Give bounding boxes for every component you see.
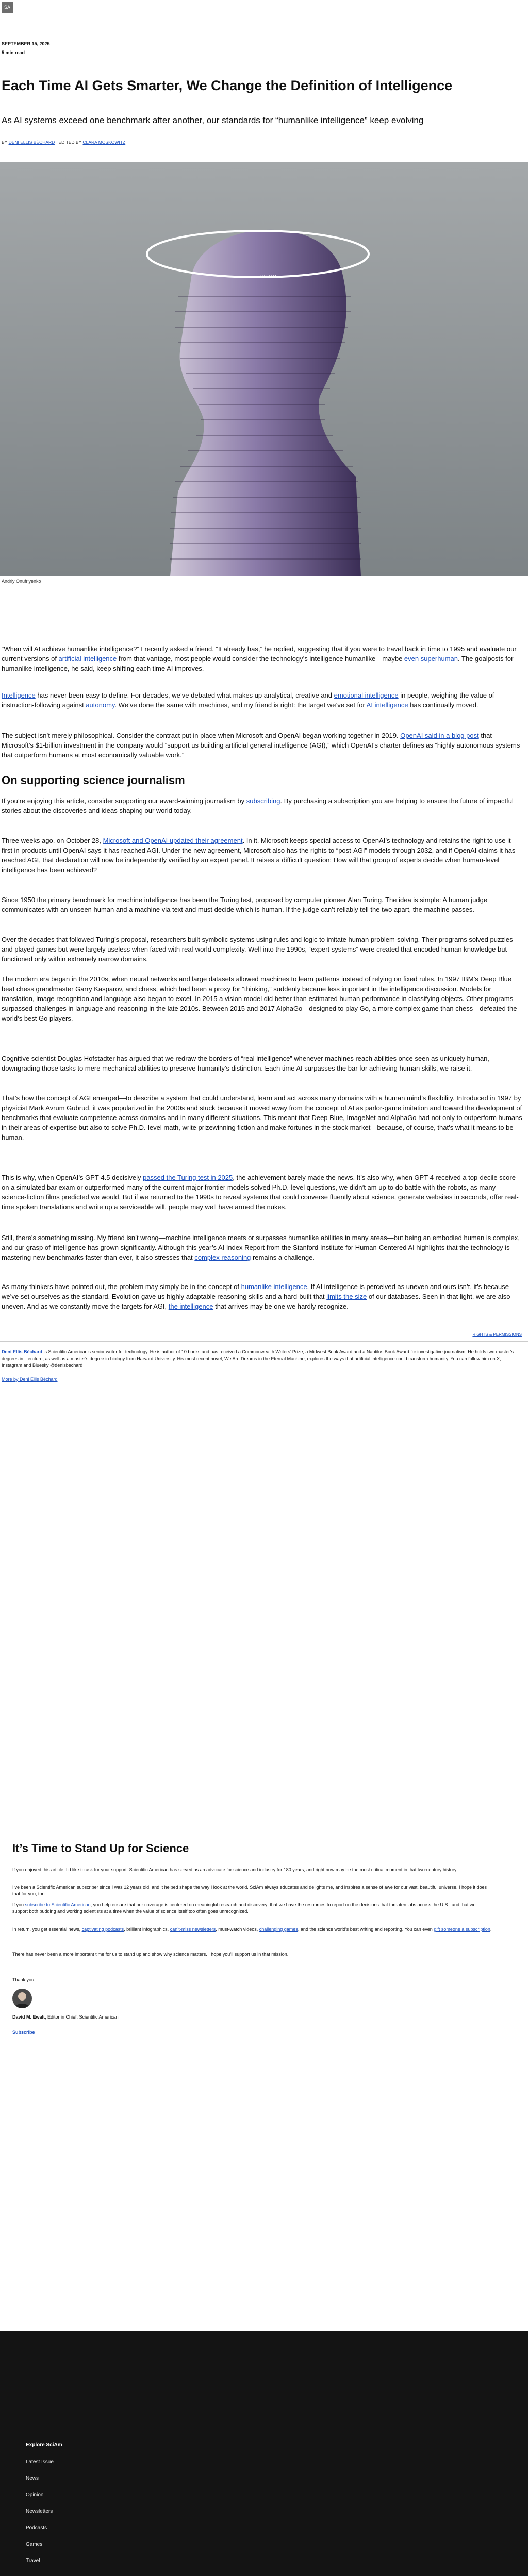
link-artificial-intelligence[interactable]: artificial intelligence — [58, 655, 117, 663]
signer-name: David M. Ewalt, — [12, 2014, 46, 2020]
signer-role: Editor in Chief, Scientific American — [46, 2014, 119, 2020]
support-p2: I’ve been a Scientific American subscriber since I was 12 years old, and it helped shape the way I look at the world. SciAm always educates and delights me, and inspires a sense of awe for our vast, beautiful universe. I hope it does that for you, too. — [12, 1885, 487, 1896]
support-paragraph — [2, 796, 522, 816]
support-subscribe — [12, 2029, 492, 2036]
link-emotional-intelligence[interactable]: emotional intelligence — [334, 691, 399, 699]
paragraph-2 — [2, 690, 522, 710]
link-the-intelligence[interactable]: the intelligence — [168, 1302, 213, 1310]
link-autonomy[interactable]: autonomy — [86, 701, 115, 709]
paragraph-7: Over the decades that followed Turing’s proposal, researchers built symbolic systems using rules and logic to imitate human problem-solving. Their programs solved puzzles and played games but were largely useless when faced with real-world complexity. Well into the 1990s, “expert systems” were created that encoded human knowledge but functioned only within extremely narrow domains. — [2, 936, 513, 963]
p5-a: Three weeks ago, on October 28, — [2, 837, 103, 844]
paragraph-9: Cognitive scientist Douglas Hofstadter has argued that we redraw the borders of “real intelligence” whenever machines reach abilities once seen as uniquely human, downgrading those tasks to mere mechanical abilities to preserve humanity’s distinction. Each time AI surpasses the bar for achieving human skills, we raise it. — [2, 1055, 489, 1072]
p1-b: from that vantage, most people would consider the technology’s intelligence humanlike—maybe — [117, 655, 404, 663]
site-footer — [0, 2331, 528, 2576]
link-intelligence[interactable]: Intelligence — [2, 691, 36, 699]
editor-link[interactable]: CLARA MOSKOWITZ — [82, 140, 126, 145]
link-newsletters[interactable]: can’t-miss newsletters — [170, 1927, 216, 1932]
p13-d: that arrives may be one we hardly recognize. — [213, 1302, 349, 1310]
link-gift-subscription[interactable]: gift someone a subscription — [434, 1927, 490, 1932]
support-p4 — [12, 1926, 492, 1933]
byline — [2, 140, 125, 145]
link-humanlike-intelligence[interactable]: humanlike intelligence — [241, 1283, 307, 1291]
p4-b: . By purchasing a subscription you are helping to ensure the future of impactful stories about the discoveries and ideas shaping our world today. — [2, 797, 514, 815]
p13-c: of our databases. Seen in that light, we are also uneven. And as we constantly move the targets for AGI, — [2, 1293, 510, 1310]
link-podcasts[interactable]: captivating podcasts — [81, 1927, 124, 1932]
p3-a: The subject isn’t merely philosophical. Consider the contract put in place when Microsoft and OpenAI began working together in 2019. — [2, 732, 401, 739]
support-heading: On supporting science journalism — [2, 774, 185, 787]
author-bio-text: is Scientific American’s senior writer for technology. He is author of 10 books and has received a Commonwealth Writers’ Prize, a Midwest Book Award and a Nautilus Book Award for investigative journalism. He holds two master’s degrees in literature, as well as a master’s degree in biology from Harvard University. His most recent novel, We Are Dreams in the Eternal Machine, explores the ways that artificial intelligence could transform humanity. You can follow him on X, Instagram and Bluesky @denisbechard — [2, 1349, 514, 1368]
p3-b: that Microsoft’s $1-billion investment in the company would “support us building artificial general intelligence (AGI),” which OpenAI’s charter defines as “highly autonomous systems that outperform humans at most economically valuable work.” — [2, 732, 520, 759]
link-superhuman[interactable]: even superhuman — [404, 655, 458, 663]
ring-text: BRAIN — [260, 274, 276, 280]
p5-b: . In it, Microsoft keeps special access to OpenAI’s technology and retains the right to use it first in products until OpenAI says it has reached AGI. Under the new agreement, Microsoft also has the rights to “post-AGI” models through 2032, and if OpenAI claims it has reached AGI, that declaration will now be independently verified by an expert panel. It raises a difficult question: How will that group of experts decide when human-level intelligence has been achieved? — [2, 837, 516, 874]
p2-d: has continually moved. — [408, 701, 478, 709]
footer-group-explore: Explore SciAm — [26, 2442, 62, 2448]
subscribe-link[interactable]: Subscribe — [12, 2030, 35, 2035]
paragraph-8: The modern era began in the 2010s, when neural networks and large datasets allowed machines to learn patterns instead of relying on fixed rules. In 1997 IBM’s Deep Blue beat chess grandmaster Garry Kasparov, and chess, which had been a proxy for “thinking,” suddenly became less important in the intelligence discussion. Models for translation, image recognition and language also began to excel. In 2015 a vision model did better than estimated human performance in classifying objects. Other programs surpassed challenges in language and reasoning in the late 2010s. Between 2015 and 2017 AlphaGo—designed to play Go, a more complex game than chess—defeated the world’s best Go players. — [2, 975, 517, 1022]
footer-link-travel[interactable]: Travel — [26, 2558, 40, 2564]
paragraph-1 — [2, 644, 522, 673]
support-thanks: Thank you, — [12, 1977, 36, 1982]
p12-a: Still, there’s something missing. My friend isn’t wrong—machine intelligence meets or surpasses humanlike abilities in many areas—but being an embodied human is complex, and our grasp of intelligence has grown significantly. Although this year’s AI Index Report from the Stanford Institute for Human-Centered AI highlights that the technology is mastering new benchmarks faster than ever, it also stresses that — [2, 1234, 520, 1261]
p1-c: . The goalposts for humanlike intelligence, he said, keep shifting each time AI improves. — [2, 655, 514, 672]
p11-b: , the achievement barely made the news. It’s also why, when GPT-4 received a top-decile score on a simulated bar exam or outperformed many of the current major frontier models solved Ph.D.-level questions, we didn’t am up to do battle with the robots, as many science-fiction films predicted we would. But if we returned to the 1990s to reveal systems that could converse fluently about science, generate websites in seconds, offer real-time spoken translations and write up a serviceable will, people may well have armed the nukes. — [2, 1174, 519, 1211]
support-p5: There has never been a more important time for us to stand up and show why science matters. I hope you’ll support us in that mission. — [12, 1952, 289, 1957]
support-p4-b: , brilliant infographics, — [124, 1927, 170, 1932]
footer-link-newsletters[interactable]: Newsletters — [26, 2509, 53, 2514]
author-bio — [2, 1349, 522, 1369]
footer-link-news[interactable]: News — [26, 2476, 39, 2481]
paragraph-6: Since 1950 the primary benchmark for machine intelligence has been the Turing test, proposed by computer pioneer Alan Turing. The idea is simple: A human judge communicates with an unseen human and a machine via text and must decide which is human. If the judge can’t reliably tell the two apart, the machine passes. — [2, 896, 488, 913]
footer-link-games[interactable]: Games — [26, 2541, 43, 2547]
footer-link-latest-issue[interactable]: Latest Issue — [26, 2459, 54, 2465]
link-games[interactable]: challenging games — [259, 1927, 298, 1932]
p1-a: “When will AI achieve humanlike intelligence?” I recently asked a friend. “It already has,” he replied, suggesting that if you were to travel back in time to 1995 and evaluate our current versions of — [2, 645, 517, 663]
support-p3-a: If you — [12, 1902, 25, 1907]
p2-c: . We’ve done the same with machines, and my friend is right: the target we’ve set for — [114, 701, 367, 709]
link-complex-reasoning[interactable]: complex reasoning — [194, 1253, 251, 1261]
headline: Each Time AI Gets Smarter, We Change the Definition of Intelligence — [2, 78, 453, 93]
read-time-text: 5 min read — [2, 50, 25, 55]
support-p4-c: , must-watch videos, — [216, 1927, 259, 1932]
footer-link-podcasts[interactable]: Podcasts — [26, 2525, 47, 2531]
support-p4-e: . — [490, 1927, 492, 1932]
support-p3-b: , you help ensure that our coverage is centered on meaningful research and discovery; that we have the resources to report on the decisions that threaten labs across the U.S.; and that we support both budding and working scientists at a time when the value of science itself too often goes unrecognized. — [12, 1902, 476, 1914]
byline-edited: EDITED BY — [58, 140, 82, 145]
link-openai-blog-post[interactable]: OpenAI said in a blog post — [400, 732, 479, 739]
more-by-author-link[interactable]: More by Deni Ellis Béchard — [2, 1377, 58, 1382]
link-ai-intelligence[interactable]: AI intelligence — [366, 701, 408, 709]
footer-link-opinion[interactable]: Opinion — [26, 2492, 44, 2498]
p13-b: . If AI intelligence is perceived as uneven and ours isn’t, it’s because we’ve set ourselves as the standard. Evolution gave us highly adaptable reasoning skills and a hard-built that — [2, 1283, 509, 1300]
byline-by: BY — [2, 140, 8, 145]
paragraph-13 — [2, 1282, 522, 1311]
read-time — [2, 50, 25, 55]
support-p1: If you enjoyed this article, I’d like to ask for your support. Scientific American has served as an advocate for science and industry for 180 years, and right now may be the most critical moment in that two-century history. — [12, 1867, 458, 1872]
p12-b: remains a challenge. — [251, 1253, 315, 1261]
dek: As AI systems exceed one benchmark after another, our standards for “humanlike intelligence” keep evolving — [2, 115, 424, 125]
site-tag[interactable] — [2, 2, 13, 13]
rights-permissions-link[interactable]: RIGHTS & PERMISSIONS — [472, 1332, 522, 1337]
paragraph-10: That’s how the concept of AGI emerged—to describe a system that could understand, learn and act across many domains with a human mind’s flexibility. Introduced in 1997 by physicist Mark Avrum Gubrud, it was popularized in the 2000s and stuck because it moved away from the concept of AI as parlor-game imitation and toward the development of benchmarks that evaluate competence across domains and in many different situations. This meant that Deep Blue, ImageNet and AlphaGo had not only to outperform humans in their areas of expertise but also to solve Ph.D.-level math, write prizewinning fiction and make fortunes in the stock market—because, of course, that’s what it means to be human. — [2, 1094, 522, 1141]
support-p4-d: , and the science world’s best writing and reporting. You can even — [298, 1927, 434, 1932]
link-subscribe-sciam[interactable]: subscribe to Scientific American — [25, 1902, 91, 1907]
support-p4-a: In return, you get essential news, — [12, 1927, 82, 1932]
paragraph-3 — [2, 731, 522, 760]
support-section — [0, 1832, 528, 2347]
publish-date: SEPTEMBER 15, 2025 — [2, 41, 50, 46]
link-limits-the-size[interactable]: limits the size — [326, 1293, 367, 1300]
editor-avatar — [12, 1989, 32, 2008]
support-title: It’s Time to Stand Up for Science — [12, 1842, 189, 1855]
p2-a: has never been easy to define. For decades, we’ve debated what makes up analytical, creative and — [35, 691, 334, 699]
image-credit: Andriy Onufriyenko — [2, 579, 41, 584]
link-turing-test-2025[interactable]: passed the Turing test in 2025 — [143, 1174, 233, 1181]
link-updated-agreement[interactable]: Microsoft and OpenAI updated their agreement — [103, 837, 243, 844]
paragraph-5 — [2, 836, 522, 875]
author-divider — [0, 1341, 528, 1342]
author-bio-name[interactable]: Deni Ellis Béchard — [2, 1349, 43, 1354]
author-link[interactable]: DENI ELLIS BÉCHARD — [8, 140, 55, 145]
editor-portrait-icon — [12, 1989, 32, 2008]
support-p3 — [12, 1902, 492, 1915]
p13-a: As many thinkers have pointed out, the problem may simply be in the concept of — [2, 1283, 241, 1291]
paragraph-11 — [2, 1173, 522, 1212]
hero-illustration — [0, 162, 528, 576]
hero-image — [0, 162, 528, 576]
site-tag-text: SA — [4, 5, 10, 10]
p4-a: If you’re enjoying this article, consider supporting our award-winning journalism by — [2, 797, 246, 805]
p2-b: in people, weighing the value of instruction-following against — [2, 691, 494, 709]
date-line — [2, 41, 50, 46]
p11-a: This is why, when OpenAI’s GPT-4.5 decisively — [2, 1174, 143, 1181]
paragraph-12 — [2, 1233, 522, 1262]
support-signer — [12, 2014, 492, 2021]
link-subscribing[interactable]: subscribing — [246, 797, 280, 805]
